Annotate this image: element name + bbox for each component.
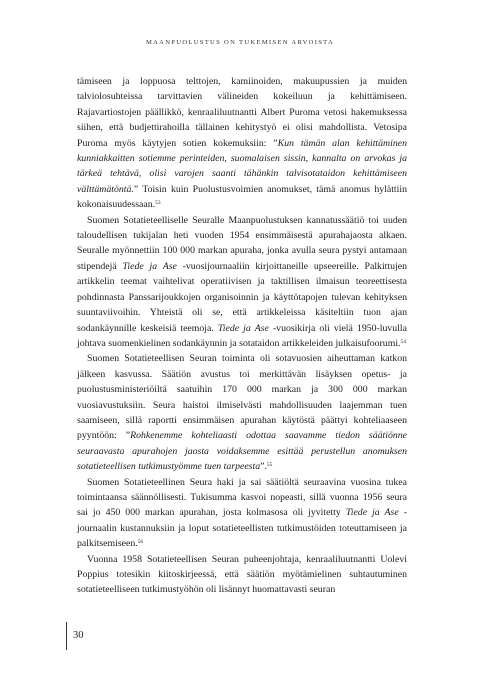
footnote-ref: 53 <box>155 200 161 207</box>
page-number: 30 <box>73 630 84 641</box>
running-head: MAANPUOLUSTUS ON TUKEMISEN ARVOISTA <box>145 39 335 46</box>
italic-title: Tiede ja Ase <box>345 507 399 519</box>
footnote-ref: 56 <box>137 539 144 546</box>
paragraph-5 <box>77 552 407 598</box>
text-run: -journaalin kustannuksiin ja loput sotatieteellisten tutkimustöiden toteuttamiseen ja palkitsemiseen. <box>77 507 407 550</box>
footer-rule <box>66 622 67 650</box>
italic-quote: Kun tämän alan kehittäminen kunniakkaitten sotiemme perinteiden, suomalaisen sissin, kannalta on arvokas ja tärkeä tehtävä, olisi varojen saanti tähänkin talvisotataidon kehittämiseen välttämätöntä. <box>77 137 407 195</box>
text-run: Vuonna 1958 Sotatieteellisen Seuran puheenjohtaja, kenraaliluutnantti Uolevi Poppius totesikin kiitoskirjeessä, että säätiön myötämielinen suhtautuminen sotatieteelliseen tutkimustyöhön oli lisännyt huomattavasti seuran <box>77 553 407 596</box>
paragraph-4 <box>77 475 407 552</box>
footnote-ref: 54 <box>400 338 406 345</box>
text-run: ” Toisin kuin Puolustusvoimien anomukset, tämä anomus hylättiin kokonaisuudessaan. <box>77 183 407 211</box>
text-run: ”. <box>260 461 267 473</box>
text-run: tämiseen ja loppuosa telttojen, kamiinoiden, makuupussien ja muiden talviolosuhteissa tarvittavien välineiden kokeiluun ja kehittämiseen. Rajavartiostojen päällikkö, kenraaliluutnantti Albert Puroma vetosi hakemuksessa siihen, että budjettirahoilla tällainen kehitystyö ei olisi mahdollista. Vetosipa Puroma myös käytyjen sotien kokemuksiin: ” <box>77 76 407 149</box>
italic-quote: Rohkenemme kohteliaasti odottaa saavamme tiedon säätiönne seuraavasta apurahojen jaosta voidaksemme esittää perustellun anomuksen sotatieteellisen tutkimustyömme tuen tarpeesta <box>77 430 408 473</box>
italic-title: Tiede ja Ase <box>217 322 269 334</box>
text-run: Suomen Sotatieteellinen Seura haki ja sai säätiöltä seuraavina vuosina tukea toimintaansa säännöllisesti. Tukisumma kasvoi nopeasti, sillä vuonna 1956 seura sai jo 450 000 markan apurahan, josta kolmasosa oli jyvitetty <box>77 476 407 519</box>
paragraph-3 <box>77 351 407 474</box>
body-text <box>77 74 407 598</box>
text-run: -vuosijournaaliin kirjoittaneille upseereille. Palkittujen artikkelin teemat vaihtelivat operatiivisen ja taktillisen ilmaisun teoreettisesta pohdinnasta Panssarijoukkojen organisoinnin ja käyttötapojen tulevan kehityksen suuntaviivoihin. Yhteistä oli se, että artikkeleissa käsiteltiin tuon ajan sodankäynnille keskeisiä teemoja. <box>77 260 407 334</box>
italic-title: Tiede ja Ase <box>122 260 177 272</box>
paragraph-2 <box>77 213 407 352</box>
footnote-ref: 55 <box>266 462 273 469</box>
paragraph-1 <box>77 74 407 213</box>
text-run: Suomen Sotatieteellisen Seuran toiminta oli sotavuosien aiheuttaman katkon jälkeen kasvussa. Säätiön avustus toi merkittävän lisäyksen opetus- ja puolustusministeriöiltä saatuihin 170 000 markan ja 300 000 markan vuosiavustuksiin. Seura haistoi ilmiselvästi mahdollisuuden laajemman tuen saamiseen, sillä raportti ensimmäisen apurahan käytöstä päättyi kohteliaaseen pyyntöön: ” <box>77 353 407 442</box>
text-run: -vuosikirja oli vielä 1950-luvulla johtava suomenkielinen sodankäynnin ja sotataidon artikkeleiden julkaisufoorumi. <box>77 322 407 349</box>
text-run: Suomen Sotatieteelliselle Seuralle Maanpuolustuksen kannatussäätiö toi uuden taloudellisen tukijalan heti vuoden 1954 ensimmäisestä apurahajaosta alkaen. Seuralle myönnettiin 100 000 markan apuraha, jonka avulla seura pystyi antamaan stipendejä <box>77 214 407 272</box>
